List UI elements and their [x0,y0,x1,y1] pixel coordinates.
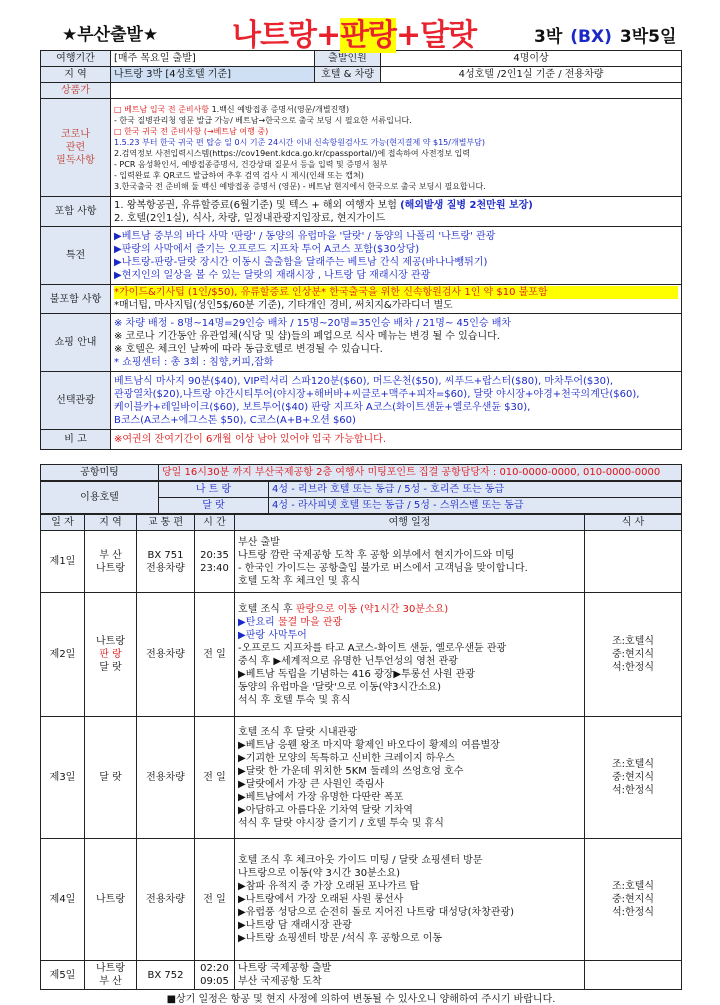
transport-value: 전용차량 [146,772,185,783]
schedule-line [238,739,581,752]
schedule-text: - 한국인 가이드는 공항출입 불가로 버스에서 고객님을 맞이합니다. [238,562,528,574]
special-items [111,227,682,285]
note-label: 비 고 [41,430,111,450]
schedule-text: ▶베트남 독립을 기념하는 416 광장▶투롱선 사원 관광 [238,668,476,680]
covid-line: - PCR 음성확인서, 예방접종증명서, 건강상태 질문서 등을 입력 및 증명서 첨부 [114,159,388,169]
special-line: ▶베트남 중부의 바다 사막 '판랑' / 동양의 유럽마을 '달랏' / 동양의 나폴리 '나트랑' 관광 [114,230,496,242]
departure-city: ★부산출발★ [62,25,159,45]
region-name: 달 랏 [99,772,122,783]
schedule-line [238,975,581,988]
covid-line: 2.검역정보 사전입력시스템(https://cov19ent.kdca.go.kr/cpassportal/)에 접속하여 사전정보 입력 [114,148,471,158]
covid-line: - 입력완료 후 QR코드 발급하여 추후 검역 검사 시 제시(인쇄 또는 캡쳐) [114,170,364,180]
included-line-text: 1. 왕복항공권, 유류할증료(6월기준) 및 텍스 + 해외 여행자 보험 [114,199,401,211]
covid-label-line: 관련 [65,142,86,153]
day-time [195,839,235,961]
schedule-line [238,726,581,739]
hotel-vehicle-label: 호텔 & 차량 [315,67,381,83]
meeting-label: 공항미팅 [41,465,159,481]
schedule-line [238,778,581,791]
itinerary-day-row [41,531,682,593]
schedule-line [238,765,581,778]
day-number: 제2일 [41,593,85,717]
col-day: 일 자 [41,515,85,531]
options-line: 케이블카+레일바이크($60), 보트투어($40) 판랑 지프차 A코스(화이트샌듄+옐로우샌듄 $30), [114,401,531,413]
schedule-line [238,919,581,932]
day-meals [585,593,682,717]
options-items [111,372,682,430]
period-label: 여행기간 [41,51,111,67]
hotel-city: 나 트 랑 [159,482,269,498]
covid-label-line: 코로나 [61,129,90,140]
shopping-line: * 쇼핑센터 : 총 3회 : 침향,커피,잡화 [114,356,274,368]
excluded-label: 불포함 사항 [41,285,111,314]
schedule-highlight: 물결 마을 관광 [277,616,343,628]
meal-value: 조:호텔식 [611,759,654,770]
excluded-items [111,285,682,314]
region-name: 달 랏 [99,662,122,673]
schedule-line [238,932,581,945]
included-items [111,197,682,227]
schedule-highlight: 판랑으로 이동 (약1시간 30분소요) [295,603,449,615]
included-line-highlight: (해외발생 질병 2천만원 보장) [400,199,533,211]
options-line: 관광열차($20),나트랑 야간시티투어(야시장+해버바+씨클로+맥주+피자=$60), 달랏 야시장+야경+천국의계단($60), [114,388,640,400]
time-value: 전 일 [203,772,226,783]
schedule-line [238,962,581,975]
schedule-text: ▶아담하고 아름다운 기차역 달랏 기차역 [238,804,413,816]
meal-value: 조:호텔식 [611,881,654,892]
shopping-items [111,314,682,372]
covid-line-rest: 1.백신 예방접종 증명서(영문/개별진행) [211,104,350,114]
day-transport [137,531,195,593]
hotel-name: 4성 - 리브라 호텔 또는 동급 / 5성 - 호리즌 또는 동급 [269,482,682,498]
meal-value: 석:한정식 [611,785,654,796]
schedule-text: 나트랑 국제공항 출발 [238,963,332,974]
special-line: ▶판랑의 사막에서 즐기는 오프로드 지프차 투어 A코스 포함($30상당) [114,243,420,255]
schedule-line [238,880,581,893]
schedule-text: 호텔 조식 후 [238,603,296,615]
region-name: 나트랑 [96,894,125,905]
time-value: 02:20 [200,963,229,974]
tour-title-part-3: +달랏 [396,18,477,53]
schedule-text: 호텔 도착 후 체크인 및 휴식 [238,575,361,587]
day-time [195,961,235,990]
shopping-line: ※ 코로나 기간동안 유관업체(식당 및 샵)들의 폐업으로 식사 메뉴는 변경 될 수 있습니다. [114,330,500,342]
covid-line: - 한국 질병관리청 영문 발급 가능/ 베트남→한국으로 출국 보딩 시 필요한 서류입니다. [114,115,412,125]
col-transport: 교 통 편 [137,515,195,531]
itinerary-day-row [41,961,682,990]
time-value: 09:05 [200,976,229,987]
itinerary-header-row [41,515,682,531]
day-number: 제3일 [41,717,85,839]
region-name: 나트랑 [96,636,125,647]
included-line: 2. 호텔(2인1실), 식사, 차량, 일정내관광지입장료, 현지가이드 [114,212,386,224]
day-regions [85,531,137,593]
schedule-text: 나트랑으로 이동(약 3시간 30분소요) [238,868,401,879]
schedule-text: 나트랑 깜란 국제공항 도착 후 공항 외부에서 현지가이드와 미팅 [238,549,515,561]
schedule-line [238,804,581,817]
nights-label: 3박 [534,27,563,47]
time-value: 23:40 [200,562,229,574]
day-schedule [235,717,585,839]
day-regions [85,717,137,839]
col-time: 시 간 [195,515,235,531]
shopping-line: ※ 호텔은 체크인 날짜에 따라 동급호텔로 변경될 수 있습니다. [114,343,383,355]
region-name: 나트랑 [96,562,125,574]
region-name: 부 산 [99,976,122,987]
min-people-label: 출발인원 [315,51,381,67]
day-time [195,531,235,593]
schedule-text: ▶달랏에서 가장 큰 사원인 죽림사 [238,778,384,790]
covid-label [41,99,111,197]
meal-value: 중:현지식 [611,772,654,783]
meal-value: 중:현지식 [611,649,654,660]
itinerary-table [40,514,682,990]
options-line: B코스(A코스+에그스톤 $50), C코스(A+B+오션 $60) [114,414,356,426]
shopping-label: 쇼핑 안내 [41,314,111,372]
covid-line-title: □ 베트남 입국 전 준비사항 [114,104,212,114]
schedule-line [238,791,581,804]
itinerary-day-row [41,839,682,961]
day-number: 제4일 [41,839,85,961]
shopping-line: ※ 차량 배정 - 8명~14명=29인승 배차 / 15명~20명=35인승 배차 / 21명~ 45인승 배차 [114,317,512,329]
special-line: ▶나트랑-판랑-달랏 장시간 이동시 출출함을 달래주는 베트남 간식 제공(바나나뺑튀기) [114,256,488,268]
schedule-text: ▶탄요리 [238,616,278,628]
schedule-line [238,629,581,642]
price-label: 상품가 [41,83,111,99]
transport-value: BX 752 [147,969,184,981]
covid-line: 3.한국출국 전 준비해 둘 백신 예방접종 증명서 (영문) - 베트남 현지에서 한국으로 출국 보딩시 필요합니다. [114,181,486,191]
schedule-text: 부산 국제공항 도착 [238,976,322,987]
special-label: 특전 [41,227,111,285]
schedule-line [238,893,581,906]
region-name: 부 산 [99,549,122,561]
itinerary-footnote: ■상기 일정은 항공 및 현지 사정에 의하여 변동될 수 있사오니 양해하여 주시기 바랍니다. [166,994,556,1005]
schedule-line [238,616,581,629]
options-line: 베트남식 마사지 90분($40), VIP럭셔리 스파120분($60), 머드온천($50), 씨푸드+랍스터($80), 마차투어($30), [114,375,614,387]
day-regions [85,961,137,990]
price-value [111,83,682,99]
col-region: 지 역 [85,515,137,531]
day-transport [137,717,195,839]
transport-value: BX 751 [147,549,184,561]
covid-line: □ 한국 귀국 전 준비사항 (→베트남 여행 중) [114,126,269,136]
col-meals: 식 사 [585,515,682,531]
schedule-line [238,549,581,562]
schedule-text: ▶베트남 응웬 왕조 마지막 황제인 바오다이 황제의 여름별장 [238,739,500,751]
schedule-text: 부산 출발 [238,536,280,548]
schedule-text: 석식 후 호텔 투숙 및 휴식 [238,694,351,706]
schedule-line [238,867,581,880]
schedule-text: ▶나트랑 쇼핑센터 방문 /석식 후 공항으로 이동 [238,933,443,944]
tour-duration [534,22,676,47]
product-info-table [40,50,682,450]
region-value: 나트랑 3박 [4성호텔 기준] [111,67,315,83]
schedule-line [238,655,581,668]
schedule-text: ▶달랏 한 가운데 위치한 5KM 둘레의 쓰엉흐엉 호수 [238,765,464,777]
schedule-line [238,854,581,867]
transport-value: 전용차량 [146,649,185,660]
tour-title-part-1: 나트랑+ [232,18,341,53]
day-meals [585,839,682,961]
covid-line [114,104,678,115]
day-transport [137,593,195,717]
schedule-text: ▶나트랑에서 가장 오래된 사원 롱선사 [238,894,404,905]
day-time [195,717,235,839]
day-regions [85,593,137,717]
meal-value: 석:한정식 [611,662,654,673]
day-regions [85,839,137,961]
hotel-name: 4성 - 라사피넷 호텔 또는 동급 / 5성 - 스위스벨 또는 동급 [269,498,682,514]
schedule-text: 중식 후 ▶세계적으로 유명한 닌투언성의 영천 관광 [238,655,458,667]
schedule-line [238,906,581,919]
hotels-label: 이용호텔 [41,482,159,514]
special-line: ▶현지인의 일상을 볼 수 있는 달랏의 재래시장 , 나트랑 담 재래시장 관광 [114,269,431,281]
schedule-text: ▶참파 유적지 중 가장 오래된 포나가르 탑 [238,881,420,892]
day-meals [585,717,682,839]
col-schedule: 여행 일정 [235,515,585,531]
day-transport [137,961,195,990]
meal-value: 석:한정식 [611,907,654,918]
meal-value: 조:호텔식 [611,636,654,647]
excluded-line: *가이드&기사팁 (1인/$50), 유류할증료 인상분* 한국출국을 위한 신속항원검사 1인 약 $10 불포함 [114,286,678,299]
day-number: 제1일 [41,531,85,593]
min-people-value: 4명이상 [381,51,682,67]
included-label: 포함 사항 [41,197,111,227]
schedule-line [238,668,581,681]
transport-value: 전용차량 [146,894,185,905]
schedule-text: ▶나트랑 담 재래시장 관광 [238,920,352,931]
meal-value: 중:현지식 [611,894,654,905]
itinerary-day-row [41,593,682,717]
schedule-line [238,817,581,830]
schedule-line [238,536,581,549]
day-schedule [235,839,585,961]
itinerary-document [40,10,682,1005]
schedule-text: ▶유럽풍 성당으로 순전히 돌로 지어진 나트랑 대성당(차창관광) [238,907,515,918]
region-label: 지 역 [41,67,111,83]
day-number: 제5일 [41,961,85,990]
meeting-text: 당일 16시30분 까지 부산국제공항 2층 여행사 미팅포인트 집결 공항담당자 : 010-0000-0000, 010-0000-0000 [159,465,682,481]
document-title [40,10,682,53]
schedule-text: ▶판랑 사막투어 [238,629,307,641]
time-value: 20:35 [200,549,229,561]
schedule-text: 동양의 유럽마을 '달랏'으로 이동(약3시간소요) [238,681,442,693]
day-schedule [235,593,585,717]
schedule-text: 석식 후 달랏 야시장 즐기기 / 호텔 투숙 및 휴식 [238,817,444,829]
schedule-line [238,575,581,588]
schedule-text: 호텔 조식 후 달랏 시내관광 [238,726,357,738]
covid-notice [111,99,682,197]
day-meals [585,531,682,593]
tour-title-highlight: 판랑 [340,18,397,53]
covid-line: 1.5.23 부터 한국 귀국 편 탑승 일 0시 기준 24시간 이내 신속항원검사도 가능(현지결제 약 $15/개별부담) [114,137,486,147]
tour-title [232,10,476,54]
airline-code: (BX) [570,27,612,47]
day-meals [585,961,682,990]
schedule-text: ▶기괴한 모양의 독특하고 신비한 크레이지 하우스 [238,752,455,764]
duration-label: 3박5일 [619,27,677,47]
transport-value: 전용차량 [146,562,185,574]
hotel-vehicle-value: 4성호텔 /2인1실 기준 / 전용차량 [381,67,682,83]
hotels-table [40,481,682,514]
schedule-line [238,603,581,616]
period-value: [매주 목요일 출발] [111,51,315,67]
region-name: 나트랑 [96,963,125,974]
schedule-line [238,694,581,707]
schedule-line [238,562,581,575]
itinerary-day-row [41,717,682,839]
schedule-text: -오프로드 지프차를 타고 A코스-화이트 샌듄, 옐로우샌듄 관광 [238,642,507,654]
day-transport [137,839,195,961]
schedule-text: 호텔 조식 후 체크아웃 가이드 미팅 / 달랏 쇼핑센터 방문 [238,855,483,866]
time-value: 전 일 [203,894,226,905]
included-line [114,199,678,212]
excluded-line: *매너팁, 마사지팁(성인5$/60분 기준), 기타개인 경비, 써치지&가라디너 별도 [114,300,453,311]
schedule-line [238,642,581,655]
day-schedule [235,961,585,990]
day-schedule [235,531,585,593]
options-label: 선택관광 [41,372,111,430]
note-text: ※여권의 잔여기간이 6개월 이상 남아 있어야 입국 가능합니다. [111,430,682,450]
time-value: 전 일 [203,649,226,660]
hotel-city: 달 랏 [159,498,269,514]
schedule-line [238,681,581,694]
meeting-hotel-table [40,464,682,481]
schedule-text: ▶베트남에서 가장 유명한 다딴란 폭포 [238,791,404,803]
covid-label-line: 필독사항 [56,155,95,166]
region-name: 판 랑 [99,649,122,660]
day-time [195,593,235,717]
schedule-line [238,752,581,765]
